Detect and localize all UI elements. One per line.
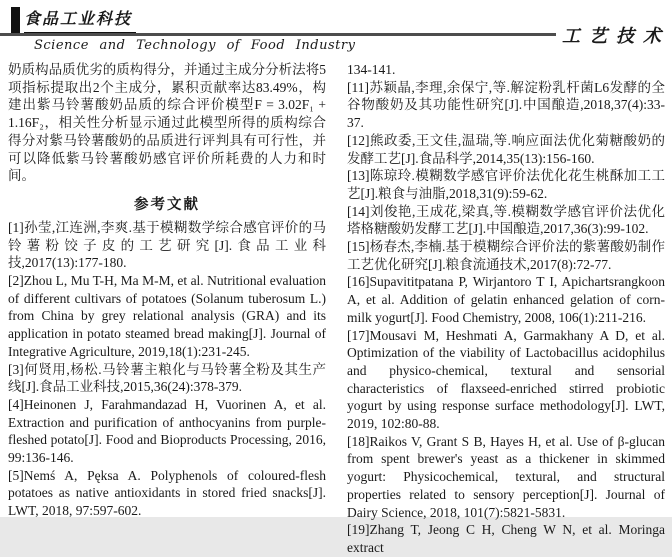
page-header [0, 0, 672, 60]
journal-name-english: Science and Technology of Food Industry [34, 38, 356, 53]
reference-item-11: [11]苏颖晶,李理,余保宁,等.解淀粉乳杆菌L6发酵的全谷物酸奶及其功能性研究[J].中国酿造,2018,37(4):33-37. [347, 79, 665, 131]
reference-item-1: [1]孙莹,江连洲,李爽.基于模糊数学综合感官评价的马铃薯粉饺子皮的工艺研究[J].食品工业科技,2017(13):177-180. [8, 219, 326, 271]
left-column [8, 61, 326, 557]
intro-paragraph: 奶质构品质优劣的质构得分，并通过主成分分析法将5项指标提取出2个主成分，累积贡献率达83.49%，构建出紫马铃薯酸奶品质的综合评价模型F = 3.02F₁ + 1.16F₂，相关性分析显示通过此模型所得的质构综合得分对紫马铃薯酸奶的品质进行评判具有可行性，并可以降低紫马铃薯酸奶感官评价所耗费的人力和时间。 [8, 62, 326, 184]
reference-item-12: [12]熊政委,王文佳,温瑞,等.响应面法优化菊糖酸奶的发酵工艺[J].食品科学,2014,35(13):156-160. [347, 132, 665, 166]
right-column [347, 61, 665, 557]
journal-logo: 食品工业科技 [24, 6, 136, 34]
header-rule [0, 33, 556, 36]
reference-item-19: [19]Zhang T, Jeong C H, Cheng W N, et al. Moringa extract [347, 522, 665, 555]
reference-item-3: [3]何贤用,杨松.马铃薯主粮化与马铃薯全粉及其生产线[J].食品工业科技,2015,36(24):378-379. [8, 361, 326, 395]
section-label: 工艺技术 [562, 26, 670, 46]
reference-item-14: [14]刘俊艳,王成花,梁真,等.模糊数学感官评价法优化塔格糖酸奶发酵工艺[J].中国酿造,2017,36(3):99-102. [347, 203, 665, 237]
reference-item-18: [18]Raikos V, Grant S B, Hayes H, et al. Use of β-glucan from spent brewer's yeast as a thickener in skimmed yogurt: Physicochemical, textural, and structural properties related to sensory perception[J]. Journal of Dairy Science, 2018, 101(7):5821-5831. [347, 433, 665, 520]
two-column-body [8, 61, 665, 557]
reference-item-13: [13]陈琼玲.模糊数学感官评价法优化花生桃酥加工工艺[J].粮食与油脂,2018,31(9):59-62. [347, 168, 665, 201]
reference-item-5: [5]Nemś A, Pęksa A. Polyphenols of coloured-flesh potatoes as native antioxidants in stored fried snacks[J]. LWT, 2018, 97:597-602. [8, 467, 326, 519]
reference-item-4: [4]Heinonen J, Farahmandazad H, Vuorinen A, et al. Extraction and purification of anthocyanins from purple-fleshed potato[J]. Food and Bioproducts Processing, 2016, 99:136-146. [8, 396, 326, 466]
reference-item-2: [2]Zhou L, Mu T-H, Ma M-M, et al. Nutritional evaluation of different cultivars of potatoes (Solanum tuberosum L.) from China by grey relational analysis (GRA) and its application in potato steamed bread making[J]. Journal of Integrative Agriculture, 2019,18(1):231-245. [8, 273, 326, 359]
reference-item-15: [15]杨春杰,李楠.基于模糊综合评价法的紫薯酸奶制作工艺优化研究[J].粮食流通技术,2017(8):72-77. [347, 239, 665, 272]
references-heading: 参考文献 [134, 196, 200, 213]
reference-item-16: [16]Supavititpatana P, Wirjantoro T I, Apichartsrangkoon A, et al. Addition of gelatin enhanced gelation of corn-milk yogurt[J]. Food Chemistry, 2008, 106(1):211-216. [347, 274, 665, 325]
reference-carryover: 134-141. [347, 62, 396, 77]
journal-logo-bar [11, 7, 20, 34]
reference-item-17: [17]Mousavi M, Heshmati A, Garmakhany A D, et al. Optimization of the viability of Lactobacillus acidophilus and physico-chemical, textural and sensorial characteristics of flaxseed-enriched stirred probiotic yogurt by using response surface methodology[J]. LWT, 2019, 102:80-88. [347, 327, 665, 432]
